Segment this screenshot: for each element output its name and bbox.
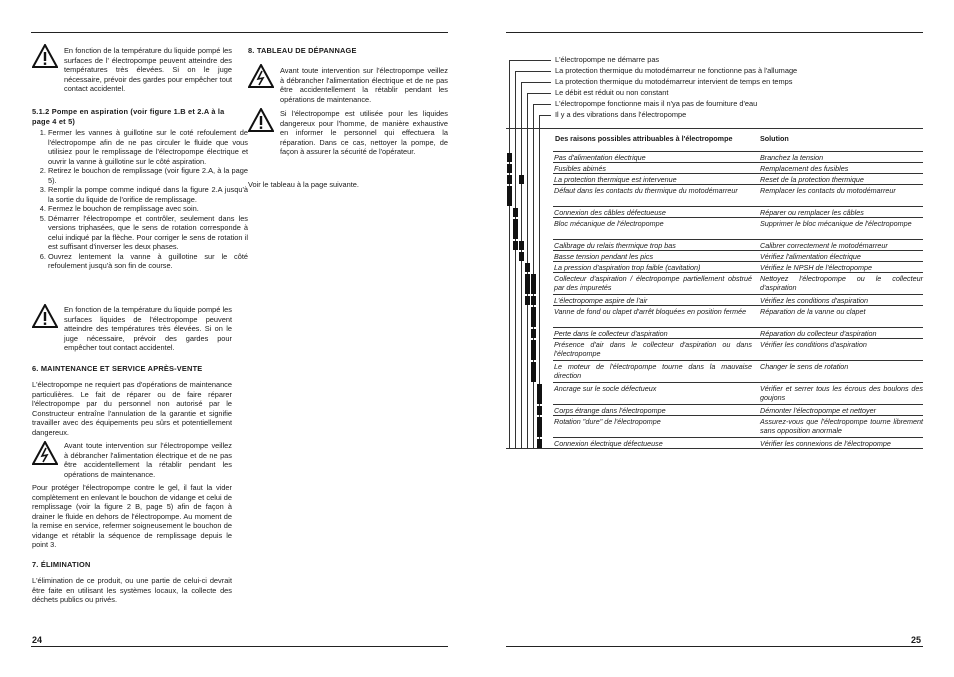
table-row [553, 405, 923, 416]
solution-cell: Vérifier et serrer tous les écrous des boulons des goujons [760, 384, 923, 403]
table-row [553, 306, 923, 328]
symptom-marker [507, 153, 512, 162]
cause-cell: Fusibles abimés [554, 164, 606, 173]
symptom-marker [537, 384, 542, 404]
symptom-marker [525, 274, 530, 294]
symptom-marker [513, 241, 518, 250]
symptom-marker [537, 417, 542, 437]
section-8-title: 8. TABLEAU DE DÉPANNAGE [248, 46, 357, 55]
table-row [553, 383, 923, 405]
cause-cell: Collecteur d'aspiration / électropompe partiellement obstrué par des impuretés [554, 274, 752, 293]
symptom-marker [531, 340, 536, 360]
warning-text-surfaces: En fonction de la température du liquide pompé les surfaces liquides de l'électropompe peuvent atteindre des températures très élevées. Si on le juge nécessaire, prévoir des gardes pour empêcher tout contact accidentel. [64, 305, 232, 352]
warning-icon [248, 108, 274, 132]
symptom-guide-vertical [509, 60, 510, 449]
solution-cell: Démonter l'électropompe et nettoyer [760, 406, 877, 415]
table-row [553, 163, 923, 174]
step-5: 5. Démarrer l'électropompe et contrôler, seulement dans les versions triphasées, que le sens de rotation corresponde à celui indiqué par la flèche. Pour corriger le sens de rotation il est suffisant d'inverser les deux phases. [48, 214, 248, 252]
cause-cell: Connexion des câbles défectueuse [554, 208, 666, 217]
symptom-marker [537, 439, 542, 448]
symptom-4: Le débit est réduit ou non constant [555, 88, 669, 97]
section-6-title: 6. MAINTENANCE ET SERVICE APRÈS-VENTE [32, 364, 203, 373]
table-row [553, 185, 923, 207]
filling-steps-list [32, 128, 248, 271]
warning-text-dangerous-liquids: Si l'électropompe est utilisée pour les liquides dangereux pour l'homme, de manière exhaustive en informer le personnel qui effectuera la réparation. Dans ce cas, nettoyer la pompe, de façon à assurer la sécurité de l'opérateur. [280, 109, 448, 156]
symptom-marker [519, 175, 524, 184]
warning-icon [32, 304, 58, 328]
cause-cell: Perte dans le collecteur d'aspiration [554, 329, 668, 338]
symptom-marker [507, 186, 512, 206]
table-row [553, 328, 923, 339]
cause-cell: Ancrage sur le socle défectueux [554, 384, 657, 393]
solution-cell: Réparer ou remplacer les câbles [760, 208, 864, 217]
table-row [553, 262, 923, 273]
symptom-1: L'électropompe ne démarre pas [555, 55, 660, 64]
symptom-guide-horizontal [533, 104, 551, 105]
section-6-paragraph-2: Pour protéger l'électropompe contre le gel, il faut la vider complètement en enlevant le bouchon de vidange et celui de remplissage (voir la figure 2 B, page 5) afin de façon à drainer le fluide en dehors de l'électropompe. Au moment de la remise en service, refermer soigneusement le bouchon de vidange et rétablir la séquence de remplissage depuis le point 3. [32, 483, 232, 549]
solution-cell: Vérifiez les conditions d'aspiration [760, 296, 869, 305]
cause-cell: L'électropompe aspire de l'air [554, 296, 648, 305]
solution-cell: Assurez-vous que l'électropompe tourne librement sans opposition anormale [760, 417, 923, 436]
warning-icon [32, 44, 58, 68]
table-row [553, 240, 923, 251]
table-row [553, 416, 923, 438]
table-row [553, 152, 923, 163]
table-row [553, 361, 923, 383]
symptom-marker [531, 362, 536, 382]
electric-hazard-icon [248, 64, 274, 88]
symptom-marker [531, 329, 536, 338]
see-table-note: Voir le tableau à la page suivante. [248, 180, 359, 189]
solution-cell: Remplacer les contacts du motodémarreur [760, 186, 896, 195]
solution-cell: Reset de la protection thermique [760, 175, 864, 184]
symptom-2: La protection thermique du motodémarreur ne fonctionne pas à l'allumage [555, 66, 798, 75]
cause-cell: Présence d'air dans le collecteur d'aspiration ou dans l'électropompe [554, 340, 752, 359]
symptom-marker [513, 208, 518, 217]
cause-cell: Le moteur de l'électropompe tourne dans la mauvaise direction [554, 362, 752, 381]
cause-cell: Corps étrange dans l'électropompe [554, 406, 666, 415]
solution-cell: Branchez la tension [760, 153, 824, 162]
symptom-guide-horizontal [527, 93, 551, 94]
symptom-guide-horizontal [539, 115, 551, 116]
solution-cell: Réparation du collecteur d'aspiration [760, 329, 877, 338]
section-6-paragraph-1: L'électropompe ne requiert pas d'opérations de maintenance particulières. Le fait de réparer ou de faire réparer l'électropompe par du personnel non autorisé par le Constructeur entraîne l'annulation de la garantie et signifie travailler avec des équipements peu sûrs et potentiellement dangereux. [32, 380, 232, 437]
electric-hazard-icon [32, 441, 58, 465]
table-row [553, 295, 923, 306]
bottom-rule-left [31, 646, 448, 647]
symptom-marker [519, 252, 524, 261]
table-row [553, 207, 923, 218]
step-3: 3. Remplir la pompe comme indiqué dans la figure 2.A jusqu'à la sortie du liquide de l'orifice de remplissage. [48, 185, 248, 204]
symptom-marker [507, 164, 512, 173]
cause-cell: Défaut dans les contacts du thermique du motodémarreur [554, 186, 738, 195]
symptom-guide-horizontal [521, 82, 551, 83]
cause-cell: Calibrage du relais thermique trop bas [554, 241, 676, 250]
solution-cell: Calibrer correctement le motodémarreur [760, 241, 888, 250]
solution-cell: Remplacement des fusibles [760, 164, 849, 173]
symptom-guide-horizontal [515, 71, 551, 72]
solution-cell: Vérifiez le NPSH de l'électropompe [760, 263, 873, 272]
cause-cell: Connexion électrique défectueuse [554, 439, 663, 448]
page-number-right: 25 [911, 635, 922, 645]
solution-cell: Vérifiez l'alimentation électrique [760, 252, 861, 261]
cause-cell: La protection thermique est intervenue [554, 175, 677, 184]
table-row [553, 218, 923, 240]
step-6: 6. Ouvrez lentement la vanne à guillotine sur le côté refoulement jusqu'à son fin de course. [48, 252, 248, 271]
cause-cell: Rotation "dure" de l'électropompe [554, 417, 661, 426]
solution-cell: Supprimer le bloc mécanique de l'électropompe [760, 219, 912, 228]
symptom-marker [531, 274, 536, 294]
symptom-marker [513, 219, 518, 239]
top-rule-left [31, 32, 448, 33]
top-rule-right [506, 32, 923, 33]
cause-cell: Pas d'alimentation électrique [554, 153, 646, 162]
table-row [553, 251, 923, 262]
symptom-marker [531, 296, 536, 305]
bottom-rule-right [506, 646, 923, 647]
table-bottom-rule [506, 448, 553, 449]
symptom-marker [537, 406, 542, 415]
table-top-rule [506, 128, 923, 129]
symptom-marker [507, 175, 512, 184]
symptom-guide-horizontal [509, 60, 551, 61]
warning-text-disconnect-2: Avant toute intervention sur l'électropompe veillez à débrancher l'alimentation électrique et de ne pas être accidentellement la rétablir pendant les opérations de maintenance. [280, 66, 448, 104]
table-header-solution: Solution [760, 134, 789, 143]
symptom-marker [525, 263, 530, 272]
page-number-left: 24 [32, 635, 43, 645]
section-5-1-2-title: 5.1.2 Pompe en aspiration (voir figure 1.B et 2.A à la page 4 et 5) [32, 107, 225, 126]
solution-cell: Vérifier les conditions d'aspiration [760, 340, 867, 349]
table-header-causes: Des raisons possibles attribuables à l'électropompe [555, 134, 733, 143]
symptom-marker [525, 296, 530, 305]
solution-cell: Changer le sens de rotation [760, 362, 849, 371]
step-2: 2. Retirez le bouchon de remplissage (voir figure 2.A, à la page 5). [48, 166, 248, 185]
symptom-3: La protection thermique du motodémarreur intervient de temps en temps [555, 77, 793, 86]
symptom-guide-vertical [521, 82, 522, 449]
symptom-marker [519, 241, 524, 250]
cause-cell: La pression d'aspiration trop faible (cavitation) [554, 263, 701, 272]
table-row [553, 339, 923, 361]
warning-text-disconnect: Avant toute intervention sur l'électropompe veillez à débrancher l'alimentation électrique et de ne pas être accidentellement la rétablir pendant les opérations de maintenance. [64, 441, 232, 479]
solution-cell: Vérifier les connexions de l'électropompe [760, 439, 891, 448]
section-7-paragraph: L'élimination de ce produit, ou une partie de celui-ci devrait être faite en utilisant les systèmes locaux, la collecte des déchets publics ou privés. [32, 576, 232, 604]
table-row [553, 174, 923, 185]
symptom-marker [531, 307, 536, 327]
table-row [553, 438, 923, 449]
symptom-5: L'électropompe fonctionne mais il n'ya pas de fourniture d'eau [555, 99, 758, 108]
cause-cell: Bloc mécanique de l'électropompe [554, 219, 664, 228]
step-4: 4. Fermez le bouchon de remplissage avec soin. [48, 204, 248, 214]
table-row [553, 273, 923, 295]
cause-cell: Vanne de fond ou clapet d'arrêt bloquées en position fermée [554, 307, 747, 316]
symptom-6: Il y a des vibrations dans l'électropompe [555, 110, 687, 119]
solution-cell: Réparation de la vanne ou clapet [760, 307, 866, 316]
step-1: 1. Fermer les vannes à guillotine sur le coté refoulement de l'électropompe afin de ne pas circuler le fluide que vous utilisiez pour le remplissage de l'électropompe électrique et ouvrir la vanne à guillotine sur le côté aspiration. [48, 128, 248, 166]
section-7-title: 7. ÉLIMINATION [32, 560, 91, 569]
solution-cell: Nettoyez l'électropompe ou le collecteur d'aspiration [760, 274, 923, 293]
warning-text-temperature: En fonction de la température du liquide pompé les surfaces de l' électropompe peuvent atteindre des températures très élevées. Si on le juge nécessaire, prévoir des gardes pour empêcher tout contact accidentel. [64, 46, 232, 93]
cause-cell: Basse tension pendant les pics [554, 252, 654, 261]
